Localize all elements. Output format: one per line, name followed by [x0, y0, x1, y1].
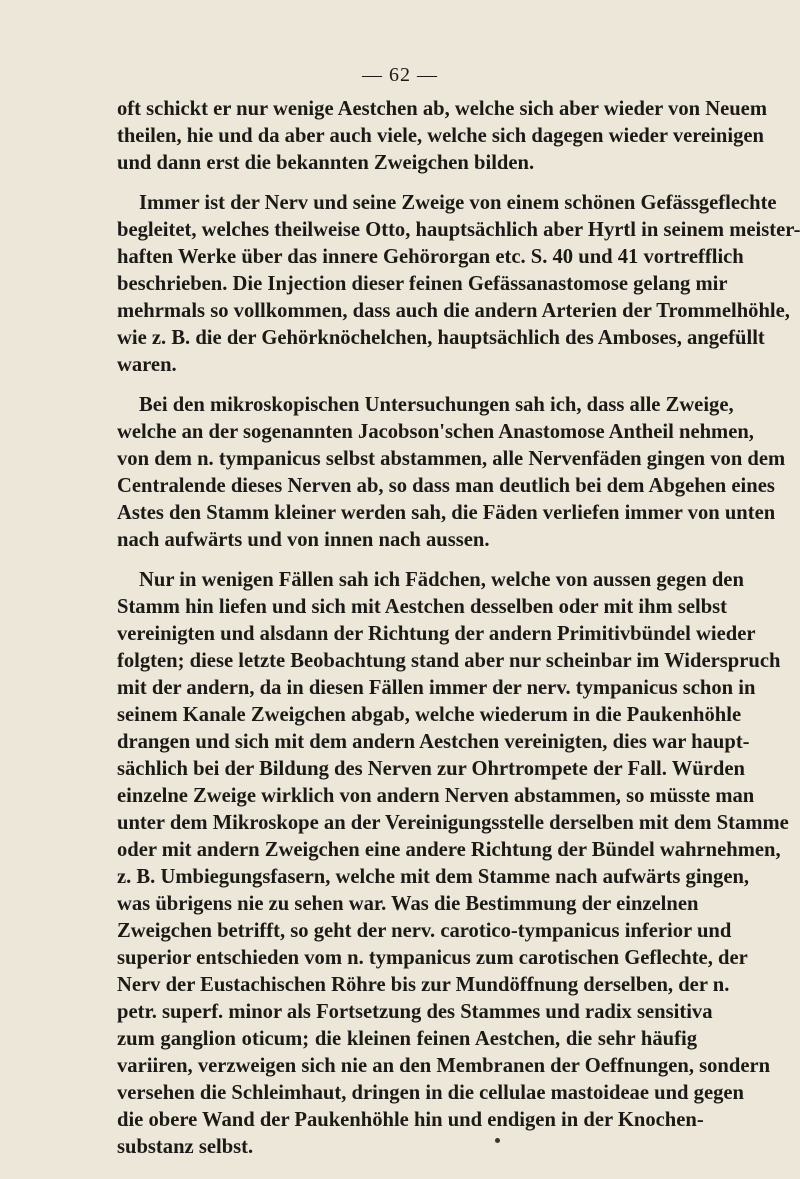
text-line: haften Werke über das innere Gehörorgan etc. S. 40 und 41 vortrefflich: [117, 246, 744, 268]
text-line: mehrmals so vollkommen, dass auch die andern Arterien der Trommelhöhle,: [117, 300, 790, 322]
text-line: was übrigens nie zu sehen war. Was die Bestimmung der einzelnen: [117, 893, 699, 915]
text-line: welche an der sogenannten Jacobson'schen Anastomose Antheil nehmen,: [117, 421, 754, 443]
text-line: theilen, hie und da aber auch viele, welche sich dagegen wieder vereinigen: [117, 125, 764, 147]
text-line: superior entschieden vom n. tympanicus zum carotischen Geflechte, der: [117, 947, 748, 969]
text-line: von dem n. tympanicus selbst abstammen, alle Nervenfäden gingen von dem: [117, 448, 786, 470]
text-line: versehen die Schleimhaut, dringen in die cellulae mastoideae und gegen: [117, 1082, 744, 1104]
text-line: seinem Kanale Zweigchen abgab, welche wiederum in die Paukenhöhle: [117, 704, 742, 726]
ink-speck: [495, 1138, 500, 1143]
text-line: drangen und sich mit dem andern Aestchen vereinigten, dies war haupt-: [117, 731, 750, 753]
text-line: einzelne Zweige wirklich von andern Nerven abstammen, so müsste man: [117, 785, 755, 807]
text-line: Centralende dieses Nerven ab, so dass man deutlich bei dem Abgehen eines: [117, 475, 775, 497]
text-line: oder mit andern Zweigchen eine andere Richtung der Bündel wahrnehmen,: [117, 839, 781, 861]
body-text: [117, 96, 800, 1174]
paragraph: [117, 567, 789, 1161]
text-line: wie z. B. die der Gehörknöchelchen, hauptsächlich des Amboses, angefüllt: [117, 327, 765, 349]
paragraph: [117, 392, 786, 554]
text-line: und dann erst die bekannten Zweigchen bilden.: [117, 152, 535, 174]
text-line: Immer ist der Nerv und seine Zweige von einem schönen Gefässgeflechte: [139, 192, 777, 214]
text-line: Nur in wenigen Fällen sah ich Fädchen, welche von aussen gegen den: [139, 569, 744, 591]
paragraph: [117, 96, 767, 177]
paragraph: [117, 190, 800, 379]
text-line: folgten; diese letzte Beobachtung stand aber nur scheinbar im Widerspruch: [117, 650, 781, 672]
text-line: sächlich bei der Bildung des Nerven zur Ohrtrompete der Fall. Würden: [117, 758, 745, 780]
text-line: vereinigten und alsdann der Richtung der andern Primitivbündel wieder: [117, 623, 756, 645]
text-line: substanz selbst.: [117, 1136, 254, 1158]
text-line: unter dem Mikroskope an der Vereinigungsstelle derselben mit dem Stamme: [117, 812, 789, 834]
text-line: Bei den mikroskopischen Untersuchungen sah ich, dass alle Zweige,: [139, 394, 734, 416]
text-line: die obere Wand der Paukenhöhle hin und endigen in der Knochen-: [117, 1109, 704, 1131]
text-line: petr. superf. minor als Fortsetzung des Stammes und radix sensitiva: [117, 1001, 713, 1023]
text-line: mit der andern, da in diesen Fällen immer der nerv. tympanicus schon in: [117, 677, 756, 699]
text-line: Stamm hin liefen und sich mit Aestchen desselben oder mit ihm selbst: [117, 596, 728, 618]
text-line: z. B. Umbiegungsfasern, welche mit dem Stamme nach aufwärts gingen,: [117, 866, 750, 888]
text-line: waren.: [117, 354, 177, 376]
text-line: beschrieben. Die Injection dieser feinen Gefässanastomose gelang mir: [117, 273, 728, 295]
text-line: Astes den Stamm kleiner werden sah, die Fäden verliefen immer von unten: [117, 502, 776, 524]
text-line: begleitet, welches theilweise Otto, hauptsächlich aber Hyrtl in seinem meister-: [117, 219, 800, 241]
text-line: zum ganglion oticum; die kleinen feinen Aestchen, die sehr häufig: [117, 1028, 697, 1050]
text-line: oft schickt er nur wenige Aestchen ab, welche sich aber wieder von Neuem: [117, 98, 767, 120]
text-line: Nerv der Eustachischen Röhre bis zur Mundöffnung derselben, der n.: [117, 974, 730, 996]
text-line: Zweigchen betrifft, so geht der nerv. carotico-tympanicus inferior und: [117, 920, 732, 942]
page-number: — 62 —: [362, 64, 438, 86]
text-line: nach aufwärts und von innen nach aussen.: [117, 529, 490, 551]
text-line: variiren, verzweigen sich nie an den Membranen der Oeffnungen, sondern: [117, 1055, 771, 1077]
